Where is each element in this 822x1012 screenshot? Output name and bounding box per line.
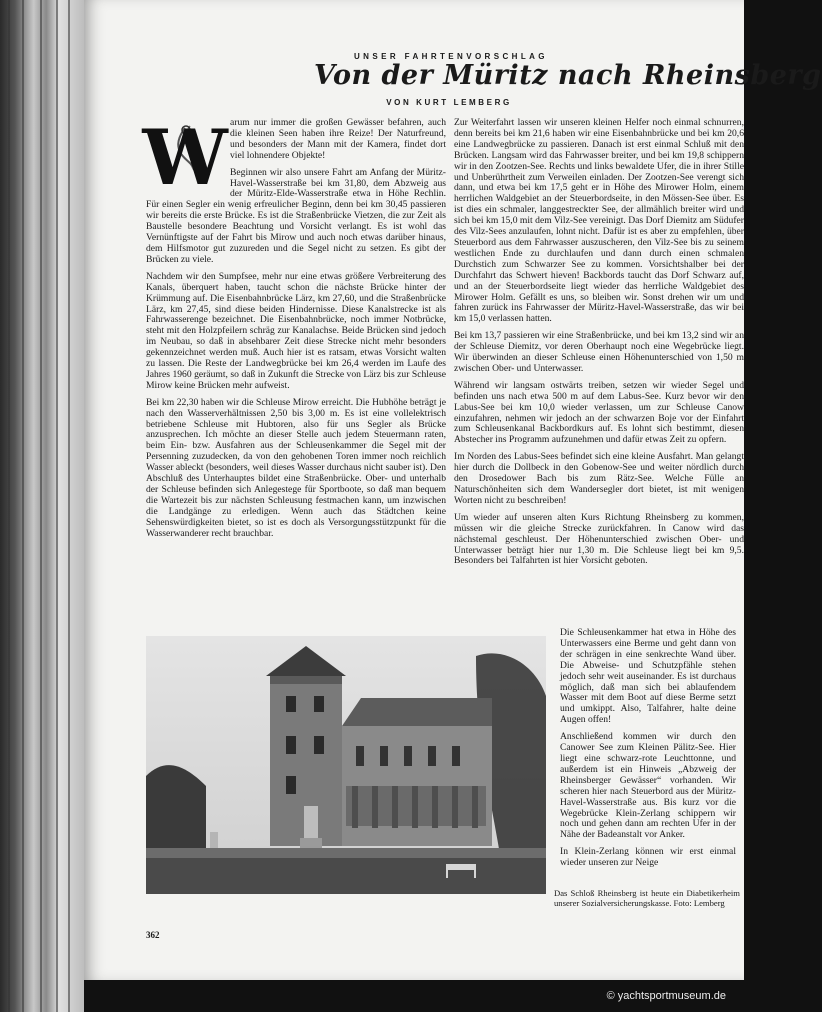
schloss-rheinsberg-image: [146, 636, 546, 894]
paragraph: Bei km 22,30 haben wir die Schleuse Mirow erreicht. Die Hubhöhe beträgt je nach den Wasserverhältnissen 2,50 bis 3,00 m. Es ist eine vollelektrisch betriebene Schleuse mit Hubtoren, also für uns Segler als Brücke anzusprechen. Ich möchte an dieser Stelle auch jedem Steuermann raten, beim Ein- bzw. Ausfahren aus der Schleusenkammer die Segel mit der Persenning zuzudecken, da von den gehobenen Toren immer noch reichlich Wasser ableckt (besonders, weil dieses Wasser durchaus nicht sauber ist). Den Abschluß des Unterhauptes bildet eine Straßenbrücke. Ober- und unterhalb der Schleuse befinden sich Anlegestege für Sportboote, so daß man bequem die Wartezeit bis zur nächsten Schleusung festmachen kann, um inzwischen die Landgänge zu erledigen. Wenn auch das Städtchen keine Sehenswürdigkeiten bietet, so ist es doch als Versorgungsstützpunkt für die Wasserwanderer recht brauchbar.: [146, 396, 446, 539]
paragraph: Die Schleusenkammer hat etwa in Höhe des Unterwassers eine Berme und geht dann von der schrägen in eine senkrechte Wand über. Die Abweise- und Schutzpfähle stehen jedoch sehr weit auseinander. Es ist durchaus möglich, daß man sich bei ablaufendem Wasser mit dem Boot auf diese Berme setzt und umkippt. Also, Talfahrer, halte deine Augen offen!: [560, 627, 736, 726]
paragraph: Bei km 13,7 passieren wir eine Straßenbrücke, und bei km 13,2 sind wir an der Schleuse Diemitz, vor deren Oberhaupt noch eine Wegebrücke liegt. Wir überwinden an dieser Schleuse einen Höhenunterschied von 1,50 m zwischen Ober- und Unterwasser.: [454, 330, 744, 374]
anchor-rope-icon: [142, 113, 228, 202]
text-column-left: [142, 113, 446, 656]
book-spine: [0, 0, 84, 1012]
paragraph: In Klein-Zerlang können wir erst einmal wieder unseren zur Neige: [560, 846, 736, 869]
photo-caption: Das Schloß Rheinsberg ist heute ein Diabetikerheim unserer Sozialversicherungskasse. Foto: Lemberg: [554, 888, 740, 908]
text-column-right: [454, 118, 744, 628]
article-byline: VON KURT LEMBERG: [386, 98, 512, 107]
castle-photo: [146, 636, 546, 894]
page-number: 362: [146, 930, 160, 940]
drop-cap-letter: W: [142, 113, 228, 202]
paragraph: Anschließend kommen wir durch den Canower See zum Kleinen Pälitz-See. Hier liegt eine schwarz-rote Leuchttonne, und außerdem ist ein Hinweis „Abzweig der Rheinsberger Gewässer“ vorhanden. Wir scheren hier nach Steuerbord aus der Müritz-Havel-Wasserstraße aus. Bis kurz vor die Wegebrücke Klein-Zerlang schippern wir noch und gehen dann am rechten Ufer in der Nähe der Badeanstalt vor Anker.: [560, 731, 736, 841]
watermark: © yachtsportmuseum.de: [606, 990, 726, 1002]
article-title: Von der Müritz nach Rheinsberg: [314, 60, 822, 91]
paragraph: Nachdem wir den Sumpfsee, mehr nur eine etwas größere Verbreiterung des Kanals, überquert haben, taucht schon die nächste Brücke hinter der Krümmung auf. Die Eisenbahnbrücke Lärz, km 27,60, und die Straßenbrücke Lärz, km 27,45, sind diese beiden Hindernisse. Diese Kanalstrecke ist als Fahrwasserenge bezeichnet. Die Eisenbahnbrücke, noch immer Notbrücke, steht mit den Holzpfeilern schräg zur Kanalachse. Beide Brücken sind jedoch im Neubau, so daß in absehbarer Zeit diese Strecke nicht mehr besonders gekennzeichnet werden muß. Auch hier ist es ratsam, etwas Vorsicht walten zu lassen. Die Reste der Landwegbrücke bei km 26,4 werden im Laufe des Jahres 1960 geräumt, so daß in Zukunft die Strecke von Lärz bis zur Schleuse Mirow keine Brücken mehr aufweist.: [146, 270, 446, 391]
paragraph: Im Norden des Labus-Sees befindet sich eine kleine Ausfahrt. Man gelangt hier durch die Dollbeck in den Gobenow-See und weiter nördlich durch den Drosedower Bach bis zum Rätz-See. Welche Fülle an Naturschönheiten sich dem Wandersegler dort bietet, ist mit wenigen Worten nicht zu beschreiben!: [454, 451, 744, 506]
paragraph: Während wir langsam ostwärts treiben, setzen wir wieder Segel und befinden uns nach etwa 500 m auf dem Labus-See. Kurz bevor wir den Labus-See bei km 10,0 wieder verlassen, um zur Schleuse Canow einzufahren, nehmen wir jedoch an der schwarzen Boje vor der Einfahrt zum Schleusenkanal Backbordkurs auf. Es lohnt sich bestimmt, diesen Abstecher ins Programm aufzunehmen und dafür etwas Zeit zu opfern.: [454, 379, 744, 446]
paragraph: Um wieder auf unseren alten Kurs Richtung Rheinsberg zu kommen, müssen wir die gleiche Strecke zurückfahren. In Canow wird das nächstemal geschleust. Der Höhenunterschied zwischen Ober- und Unterwasser beträgt hier nur 1,30 m. Die Schleuse liegt bei km 9,5. Besonders bei Talfahrten ist hier Vorsicht geboten.: [454, 511, 744, 567]
paragraph: Beginnen wir also unsere Fahrt am Anfang der Müritz-Havel-Wasserstraße bei km 31,80, dem Abzweig aus der Müritz-Elde-Wasserstraße etwa in Höhe Rechlin. Für einen Segler ein wenig erfreulicher Beginn, denn bei km 30,45 passieren wir bereits die erste Brücke. Es ist die Straßenbrücke Vietzen, die zur Zeit als Baustelle besondere Beachtung und Vorsicht verlangt. Es ist wohl das Vernünftigste auf der Fahrt bis Mirow und auch noch etwas darüber hinaus, dem Hilfsmotor gut zuzureden und die Segel nicht zu setzen. Es gibt der Brücken zu viele.: [146, 166, 446, 265]
paragraph: Zur Weiterfahrt lassen wir unseren kleinen Helfer noch einmal schnurren, denn bereits bei km 21,6 haben wir eine Eisenbahnbrücke und bei km 20,6 eine Landwegbrücke zu passieren. Danach ist erst einmal Schluß mit den Brücken. Langsam wird das Fahrwasser breiter, und bei km 19,8 schippern wir in den Zootzen-See. Rechts und links bewaldete Ufer, die in ihrer Stille und Unberührtheit zum Verweilen einladen. Der Zootzen-See verengt sich dann, und etwa bei km 17,5 geht er in Höhe des Mirower Holm, einem herrlichen Waldgebiet an der Steuerbordseite, in den Mössen-See über. Es ist dies ein schmaler, langgestreckter See, der allmählich breiter wird und sich bei km 15,0 mit dem Vilz-See vereinigt. Das Dorf Diemitz am Südufer des Vilz-Sees anzulaufen, lohnt nicht. Dafür ist es aber zu empfehlen, über Steuerbord aus dem Fahrwasser auszuscheren, den Vilz-See bis zu seinem westlichen Ende zu durchlaufen und dann durch einen schmalen Durchstich zum Schwarzer See zu kommen. Vorsichtshalber bei der Durchfahrt das Schwert hieven! Backbords taucht das Dorf Schwarz auf, und an der Steuerbordseite liegt wieder das herrliche Waldgebiet des Mirower Holm. Gefällt es uns, so bleiben wir. Sonst drehen wir um und fahren zurück ins Fahrwasser der Müritz-Havel-Wasserstraße, das wir bei km 15,0 verlassen hatten.: [454, 117, 744, 325]
drop-cap: [142, 113, 228, 202]
text-column-right-narrow: [560, 628, 736, 878]
section-kicker: UNSER FAHRTENVORSCHLAG: [354, 52, 548, 61]
paragraph: arum nur immer die großen Gewässer befahren, auch die kleinen Seen haben ihre Reize! Der Naturfreund, und besonders der Mann mit der Kamera, findet dort viel lohnendere Objekte!: [230, 117, 446, 161]
